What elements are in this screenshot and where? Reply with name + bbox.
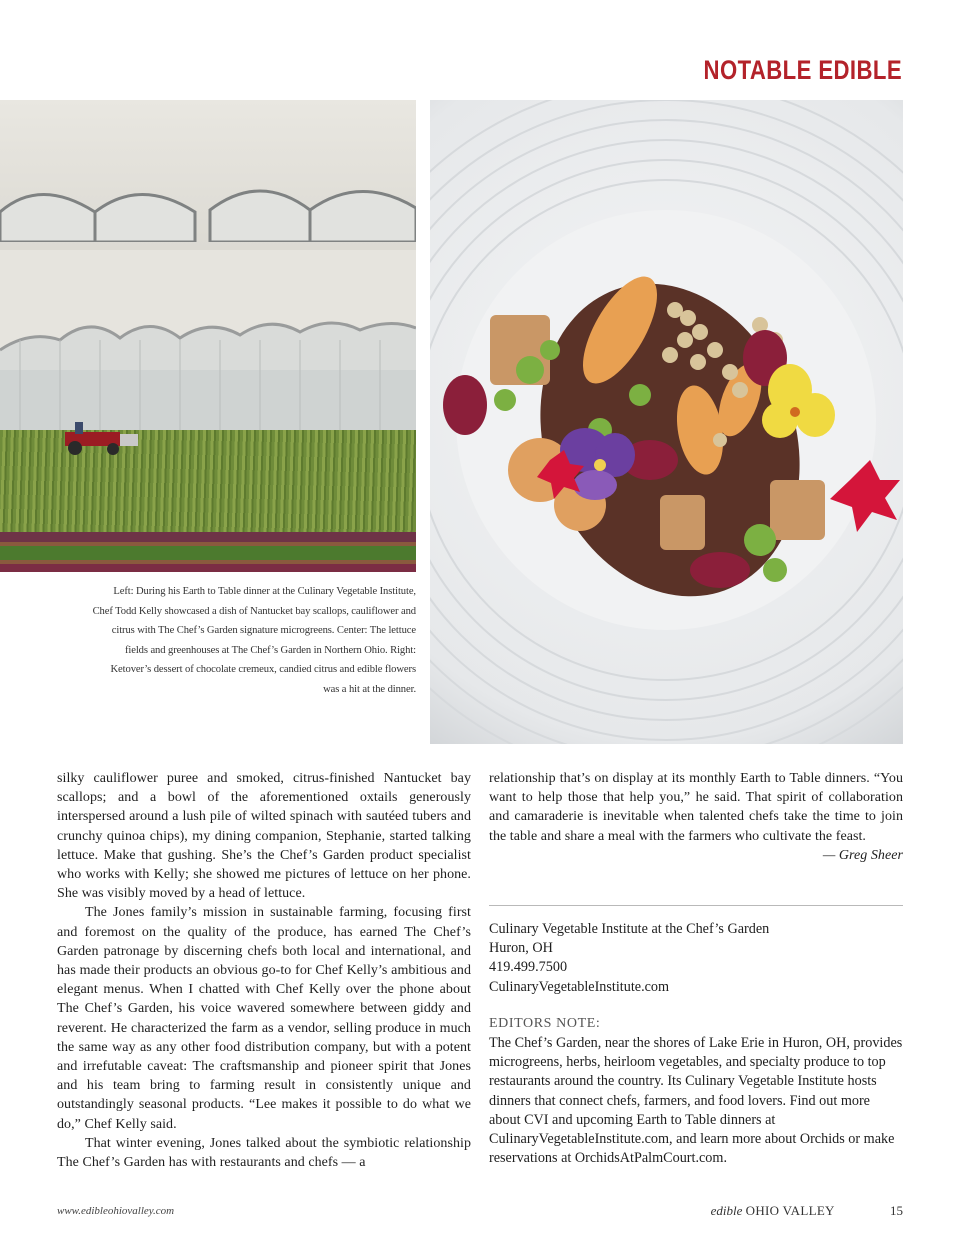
article-column-right	[489, 769, 903, 865]
tractor-illustration	[45, 418, 140, 456]
dessert-photo	[430, 100, 903, 744]
venue-name: Culinary Vegetable Institute at the Chef’s Garden	[489, 921, 770, 937]
footer-magazine: OHIO VALLEY	[745, 1203, 835, 1218]
page-number: 15	[890, 1203, 903, 1218]
article-paragraph: silky cauliflower puree and smoked, citrus-finished Nantucket bay scallops; and a bowl of the aforementioned oxtails generously interspersed around a lush pile of wilted spinach with sautéed tubers and crunchy quinoa chips), my dining companion, Stephanie, started talking lettuce. Make that gushing. She’s the Chef’s Garden product specialist who works with Kelly; she showed me pictures of lettuce on her phone. She was visibly moved by a head of lettuce.	[57, 771, 471, 902]
article-paragraph: relationship that’s on display at its monthly Earth to Table dinners. “You want to help those that help you,” he said. That spirit of collaboration and camaraderie is inevitable when talented chefs take the time to join the table and share a meal with the farmers who cultivate the feast.	[489, 771, 903, 844]
venue-phone: 419.499.7500	[489, 959, 568, 976]
editors-note-body: The Chef’s Garden, near the shores of Lake Erie in Huron, OH, provides microgreens, herbs, heirloom vegetables, and specialty produce to top restaurants around the country. Its Culinary Vegetable Institute hosts dinners that connect chefs, farmers, and food lovers. Find out more about CVI and upcoming Earth to Table dinners at CulinaryVegetableInstitute.com, and learn more about Orchids or make reservations at OrchidsAtPalmCourt.com.	[489, 1035, 903, 1167]
venue-city: Huron, OH	[489, 940, 553, 957]
footer-folio	[711, 1203, 903, 1219]
venue-website[interactable]: CulinaryVegetableInstitute.com	[489, 978, 670, 995]
footer-brand: edible	[710, 1203, 743, 1218]
greenhouse-illustration	[0, 260, 416, 435]
section-heading: NOTABLE EDIBLE	[703, 55, 902, 85]
contact-block	[489, 920, 903, 997]
greenhouse-roofs	[0, 172, 416, 242]
article-paragraph: The Jones family’s mission in sustainable farming, focusing first and foremost on the quality of the produce, has earned The Chef’s Garden patronage by discerning chefs both local and international, and has made their products an obvious go-to for Chef Kelly’s ambitious and elegant menus. When I chatted with Chef Kelly over the phone about The Chef’s Garden, his voice wavered somewhere between giddy and reverent. He characterized the farm as a vendor, selling produce in much the same way as any other food distribution company, but with a potent and irrefutable caveat: The craftsmanship and pioneer spirit that Jones and his team bring to farming result in consistently unique and outstandingly seasonal products. “Lee makes it possible to do what we do,” Chef Kelly said.	[57, 905, 471, 1132]
photo-caption: Left: During his Earth to Table dinner at the Culinary Vegetable Institute, Chef Todd Kelly showcased a dish of Nantucket bay scallops, cauliflower and citrus with The Chef’s Garden signature microgreens. Center: The lettuce fields and greenhouses at The Chef’s Garden in Northern Ohio. Right: Ketover’s dessert of chocolate cremeux, candied citrus and edible flowers was a hit at the dinner.	[92, 586, 416, 695]
article-column-left	[57, 769, 471, 1172]
article-paragraph: That winter evening, Jones talked about the symbiotic relationship The Chef’s Garden has with restaurants and chefs — a	[57, 1135, 471, 1171]
lettuce-rows	[0, 532, 416, 572]
section-divider	[489, 905, 903, 906]
editors-note-heading: EDITORS NOTE:	[489, 1016, 601, 1031]
footer-url[interactable]: www.edibleohiovalley.com	[57, 1205, 175, 1217]
dessert-illustration	[430, 100, 903, 744]
farm-photo	[0, 100, 416, 572]
author-signature: — Greg Sheer	[822, 847, 903, 863]
